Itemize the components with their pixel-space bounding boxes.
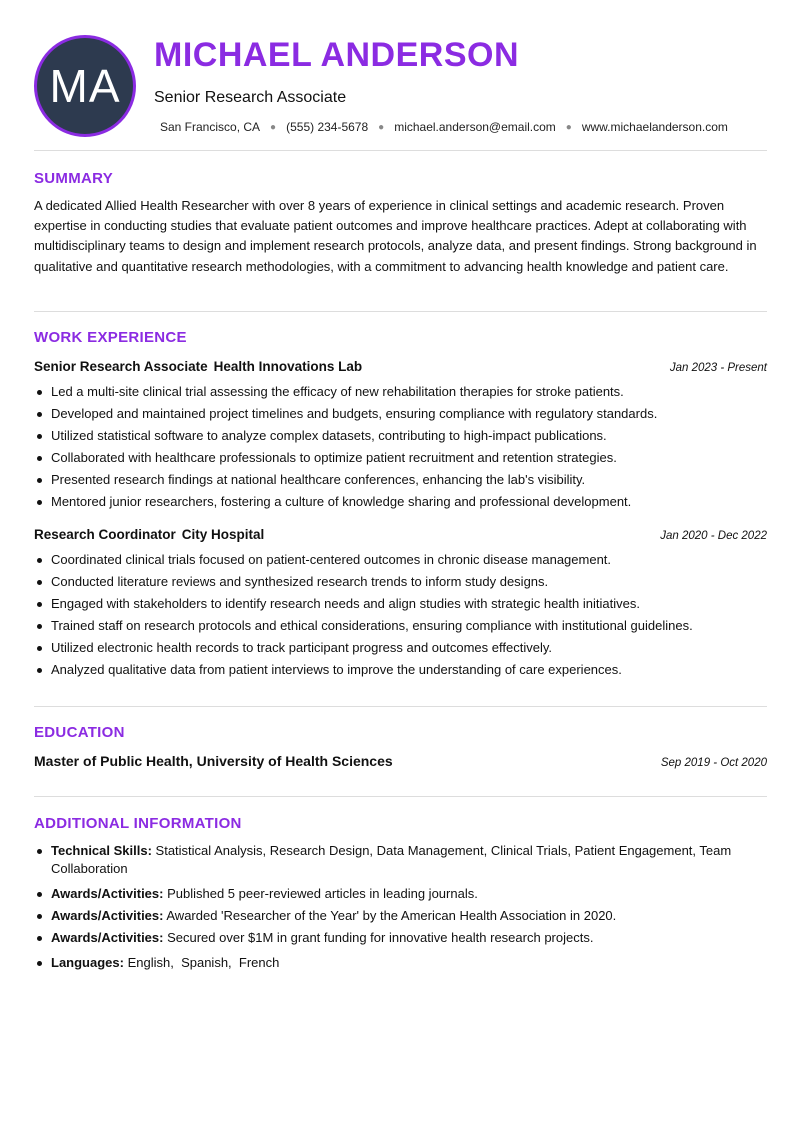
list-item: Presented research findings at national healthcare conferences, enhancing the lab's visibility.	[34, 469, 767, 491]
separator-dot-icon: ●	[270, 121, 277, 133]
job-role	[34, 358, 362, 376]
list-item: Trained staff on research protocols and ethical considerations, ensuring compliance with institutional guidelines.	[34, 615, 767, 637]
section-divider	[34, 706, 767, 707]
job-header	[34, 526, 767, 544]
job-organization: City Hospital	[181, 527, 265, 542]
job-bullet-list	[34, 549, 767, 681]
list-item	[34, 954, 767, 972]
info-label: Awards/Activities:	[51, 908, 164, 923]
summary-heading: SUMMARY	[34, 170, 114, 187]
info-text: Awarded 'Researcher of the Year' by the American Health Association in 2020.	[166, 908, 617, 923]
education-degree: Master of Public Health, University of Health Sciences	[34, 753, 393, 769]
list-item: Analyzed qualitative data from patient interviews to improve the understanding of care experiences.	[34, 659, 767, 681]
contact-email[interactable]: michael.anderson@email.com	[394, 120, 556, 134]
section-divider	[34, 796, 767, 797]
contact-phone[interactable]: (555) 234-5678	[286, 120, 369, 134]
avatar: MA	[34, 35, 136, 137]
list-item: Engaged with stakeholders to identify research needs and align studies with strategic health initiatives.	[34, 593, 767, 615]
job-title: Research Coordinator	[34, 527, 176, 542]
section-divider	[34, 311, 767, 312]
info-label: Awards/Activities:	[51, 886, 164, 901]
job-dates: Jan 2023 - Present	[669, 362, 767, 374]
job-dates: Jan 2020 - Dec 2022	[660, 530, 767, 542]
info-text: English, Spanish, French	[127, 955, 280, 970]
experience-heading: WORK EXPERIENCE	[34, 329, 187, 346]
candidate-title: Senior Research Associate	[154, 89, 347, 106]
summary-text: A dedicated Allied Health Researcher with over 8 years of experience in clinical settings and academic research. Proven expertise in conducting studies that evaluate patient outcomes and improve healthcare practices. Adept at collaborating with multidisciplinary teams to design and implement research protocols, analyze data, and present findings. Strong background in qualitative and quantitative research methodologies, with a commitment to advancing health knowledge and patient care.	[34, 198, 757, 274]
education-heading: EDUCATION	[34, 724, 125, 741]
separator-dot-icon: ●	[378, 121, 385, 133]
info-text: Published 5 peer-reviewed articles in leading journals.	[167, 886, 478, 901]
job-role	[34, 526, 264, 544]
section-divider	[34, 150, 767, 151]
list-item: Utilized statistical software to analyze complex datasets, contributing to high-impact publications.	[34, 425, 767, 447]
additional-heading: ADDITIONAL INFORMATION	[34, 815, 242, 832]
info-label: Awards/Activities:	[51, 930, 164, 945]
list-item	[34, 842, 767, 878]
contact-website[interactable]: www.michaelanderson.com	[581, 120, 728, 134]
job-bullet-list	[34, 381, 767, 513]
info-label: Languages:	[51, 955, 124, 970]
list-item: Utilized electronic health records to track participant progress and outcomes effectively.	[34, 637, 767, 659]
info-label: Technical Skills:	[51, 843, 152, 858]
job-title: Senior Research Associate	[34, 359, 208, 374]
list-item: Collaborated with healthcare professionals to optimize patient recruitment and retention strategies.	[34, 447, 767, 469]
list-item	[34, 885, 767, 903]
info-text: Statistical Analysis, Research Design, Data Management, Clinical Trials, Patient Engagement, Team Collaboration	[51, 843, 732, 876]
list-item	[34, 907, 767, 925]
list-item: Led a multi-site clinical trial assessing the efficacy of new rehabilitation therapies for stroke patients.	[34, 381, 767, 403]
job-organization: Health Innovations Lab	[213, 359, 363, 374]
list-item: Conducted literature reviews and synthesized research trends to inform study designs.	[34, 571, 767, 593]
candidate-name: MICHAEL ANDERSON	[154, 36, 520, 74]
additional-list	[34, 842, 767, 976]
info-text: Secured over $1M in grant funding for innovative health research projects.	[167, 930, 594, 945]
separator-dot-icon: ●	[565, 121, 572, 133]
list-item: Coordinated clinical trials focused on patient-centered outcomes in chronic disease management.	[34, 549, 767, 571]
contact-location: San Francisco, CA	[160, 120, 261, 134]
contact-line	[160, 120, 728, 134]
education-dates: Sep 2019 - Oct 2020	[660, 757, 767, 769]
list-item: Developed and maintained project timelines and budgets, ensuring compliance with regulatory standards.	[34, 403, 767, 425]
list-item: Mentored junior researchers, fostering a culture of knowledge sharing and professional development.	[34, 491, 767, 513]
job-header	[34, 358, 767, 376]
education-entry	[34, 753, 767, 769]
list-item	[34, 929, 767, 947]
